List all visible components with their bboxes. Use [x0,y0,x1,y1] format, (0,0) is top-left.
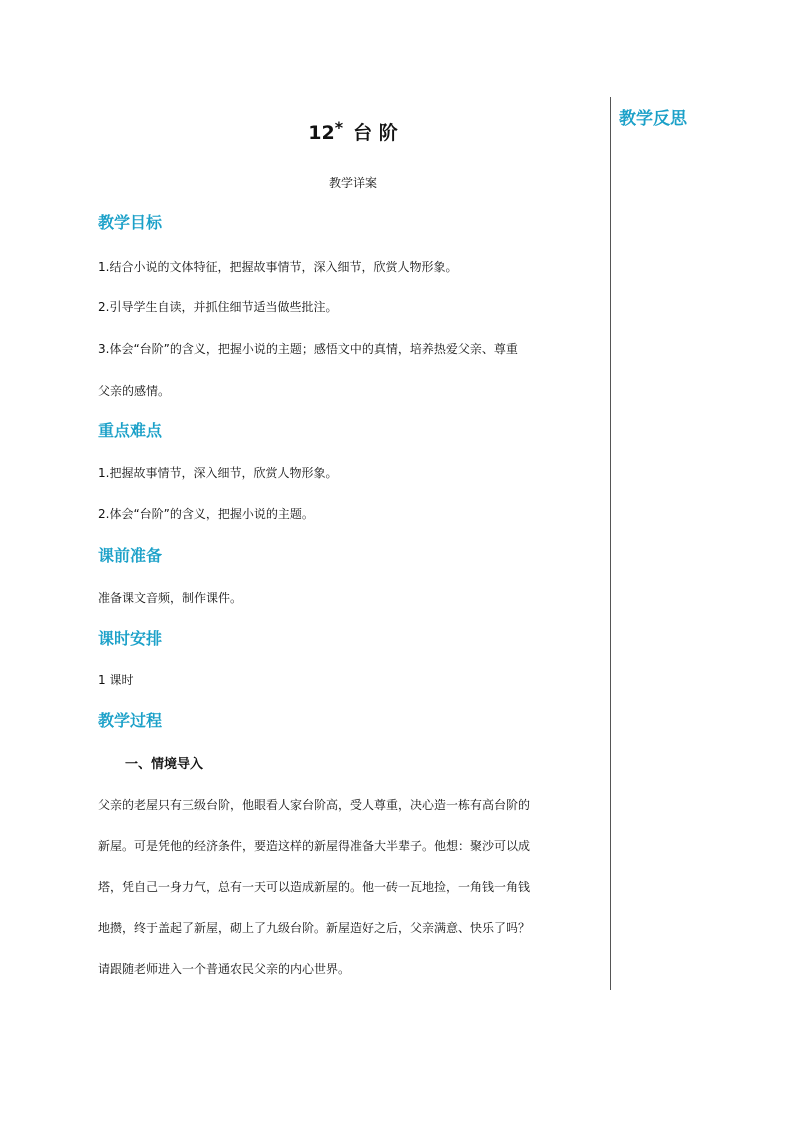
heading-process: 教学过程 [98,711,163,730]
heading-prep: 课前准备 [98,546,163,565]
process-line: 塔，凭自己一身力气，总有一天可以造成新屋的。他一砖一瓦地捡，一角钱一角钱 [98,880,531,894]
lesson-title [98,118,608,145]
lesson-number: 12 [308,122,335,144]
goal-item: 3.体会“台阶”的含义，把握小说的主题；感悟文中的真情，培养热爱父亲、尊重 [98,342,518,356]
process-step-title: 一、情境导入 [125,757,204,772]
heading-goals: 教学目标 [98,213,163,232]
lesson-name: 台 阶 [353,122,398,144]
reflection-column-title: 教学反思 [619,109,687,129]
column-divider [610,97,611,990]
lesson-subtitle: 教学详案 [328,176,377,190]
process-line: 请跟随老师进入一个普通农民父亲的内心世界。 [98,962,351,976]
process-line: 父亲的老屋只有三级台阶，他眼看人家台阶高，受人尊重，决心造一栋有高台阶的 [98,798,531,812]
process-line: 地攒，终于盖起了新屋，砌上了九级台阶。新屋造好之后，父亲满意、快乐了吗？ [98,921,531,935]
goal-item: 父亲的感情。 [98,384,171,398]
goal-item: 1.结合小说的文体特征，把握故事情节，深入细节，欣赏人物形象。 [98,260,458,274]
heading-keypoints: 重点难点 [98,421,163,440]
goal-item: 2.引导学生自读，并抓住细节适当做些批注。 [98,300,338,314]
prep-item: 准备课文音频，制作课件。 [98,591,243,605]
keypoint-item: 2.体会“台阶”的含义，把握小说的主题。 [98,507,314,521]
heading-schedule: 课时安排 [98,629,163,648]
keypoint-item: 1.把握故事情节，深入细节，欣赏人物形象。 [98,466,338,480]
lesson-star: * [334,118,344,137]
process-line: 新屋。可是凭他的经济条件，要造这样的新屋得准备大半辈子。他想：聚沙可以成 [98,839,531,853]
schedule-item: 1 课时 [98,673,134,687]
